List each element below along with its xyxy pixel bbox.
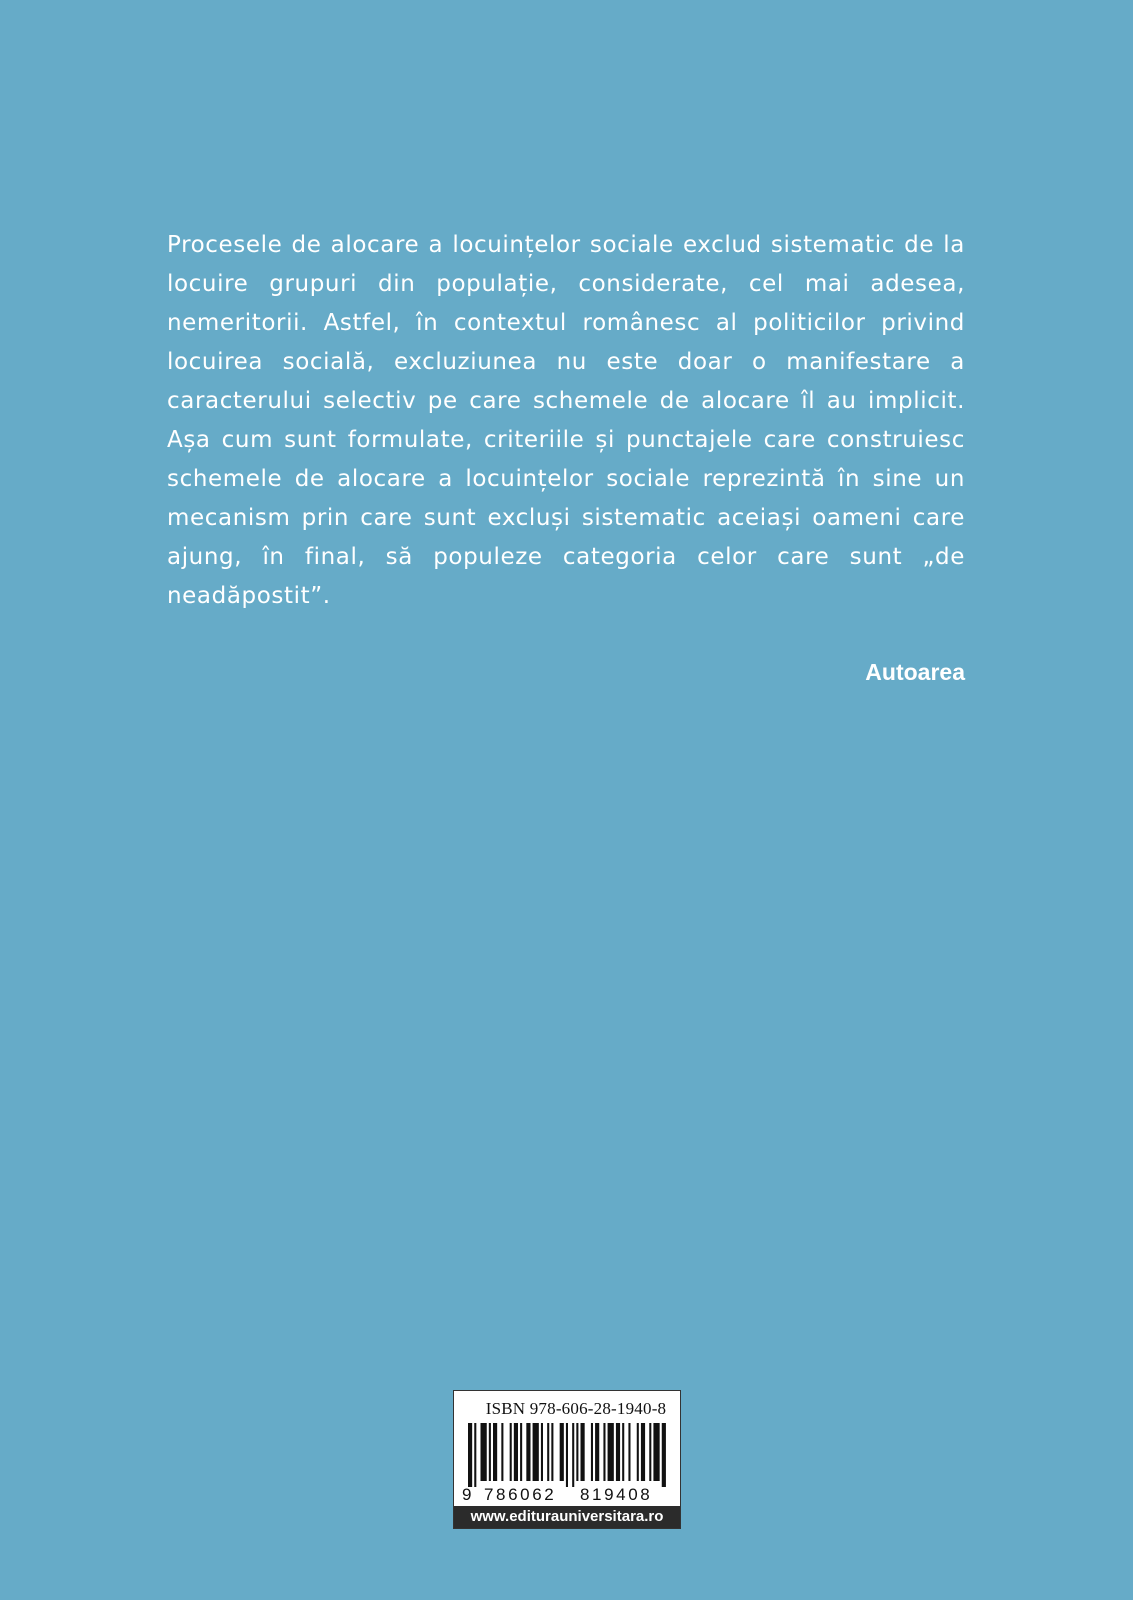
blurb-text: Procesele de alocare a locuințelor sociale exclud sistematic de la locuire grupuri din populație, considerate, cel mai adesea, nemeritorii. Astfel, în contextul românesc al politicilor privind locuirea socială, excluziunea nu este doar o manifestare a caracterului selectiv pe care schemele de alocare îl au implicit. Așa cum sunt formulate, criteriile și punctajele care construiesc schemele de alocare a locuințelor sociale reprezintă în sine un mecanism prin care sunt excluși sistematic aceiași oameni care ajung, în final, să populeze categoria celor care sunt „de neadăpostit”. bbox=[167, 232, 965, 609]
barcode-bar bbox=[576, 1423, 578, 1481]
barcode-bar bbox=[468, 1423, 472, 1487]
barcode-bar bbox=[474, 1423, 476, 1487]
barcode-bar bbox=[641, 1423, 645, 1481]
barcode-bars bbox=[468, 1423, 668, 1487]
barcode-bar bbox=[560, 1423, 564, 1481]
barcode-bar bbox=[501, 1423, 503, 1481]
barcode-bar bbox=[591, 1423, 593, 1481]
barcode-bar bbox=[662, 1423, 666, 1487]
barcode-bar bbox=[649, 1423, 651, 1481]
barcode-bar bbox=[608, 1423, 614, 1481]
barcode-bar bbox=[581, 1423, 585, 1481]
barcode-bar bbox=[551, 1423, 553, 1481]
barcode-bar bbox=[489, 1423, 491, 1481]
barcode-bar bbox=[637, 1423, 639, 1481]
barcode-left-group: 786062 bbox=[484, 1485, 557, 1504]
barcode-bar bbox=[541, 1423, 543, 1481]
barcode-bar bbox=[514, 1423, 518, 1481]
barcode-bar bbox=[628, 1423, 630, 1481]
barcode-bar bbox=[622, 1423, 624, 1481]
barcode-bar bbox=[481, 1423, 487, 1481]
barcode-bar bbox=[520, 1423, 522, 1481]
barcode-bar bbox=[566, 1423, 568, 1487]
barcode-bar bbox=[603, 1423, 605, 1481]
isbn-barcode-block bbox=[453, 1390, 681, 1529]
barcode-bar bbox=[510, 1423, 512, 1481]
barcode-bar bbox=[653, 1423, 659, 1481]
barcode-bar bbox=[572, 1423, 574, 1487]
barcode-bar bbox=[595, 1423, 599, 1481]
barcode-bar bbox=[526, 1423, 530, 1481]
barcode-digits bbox=[462, 1485, 676, 1503]
publisher-url: www.editurauniversitara.ro bbox=[454, 1506, 680, 1528]
barcode-bar bbox=[616, 1423, 620, 1481]
barcode-right-group: 819408 bbox=[580, 1485, 653, 1504]
isbn-label: ISBN 978-606-28-1940-8 bbox=[485, 1399, 667, 1418]
barcode-bar bbox=[493, 1423, 497, 1481]
barcode-bar bbox=[533, 1423, 539, 1481]
author-signature: Autoarea bbox=[865, 659, 965, 685]
barcode-first-digit: 9 bbox=[462, 1485, 472, 1504]
barcode-bar bbox=[547, 1423, 549, 1481]
